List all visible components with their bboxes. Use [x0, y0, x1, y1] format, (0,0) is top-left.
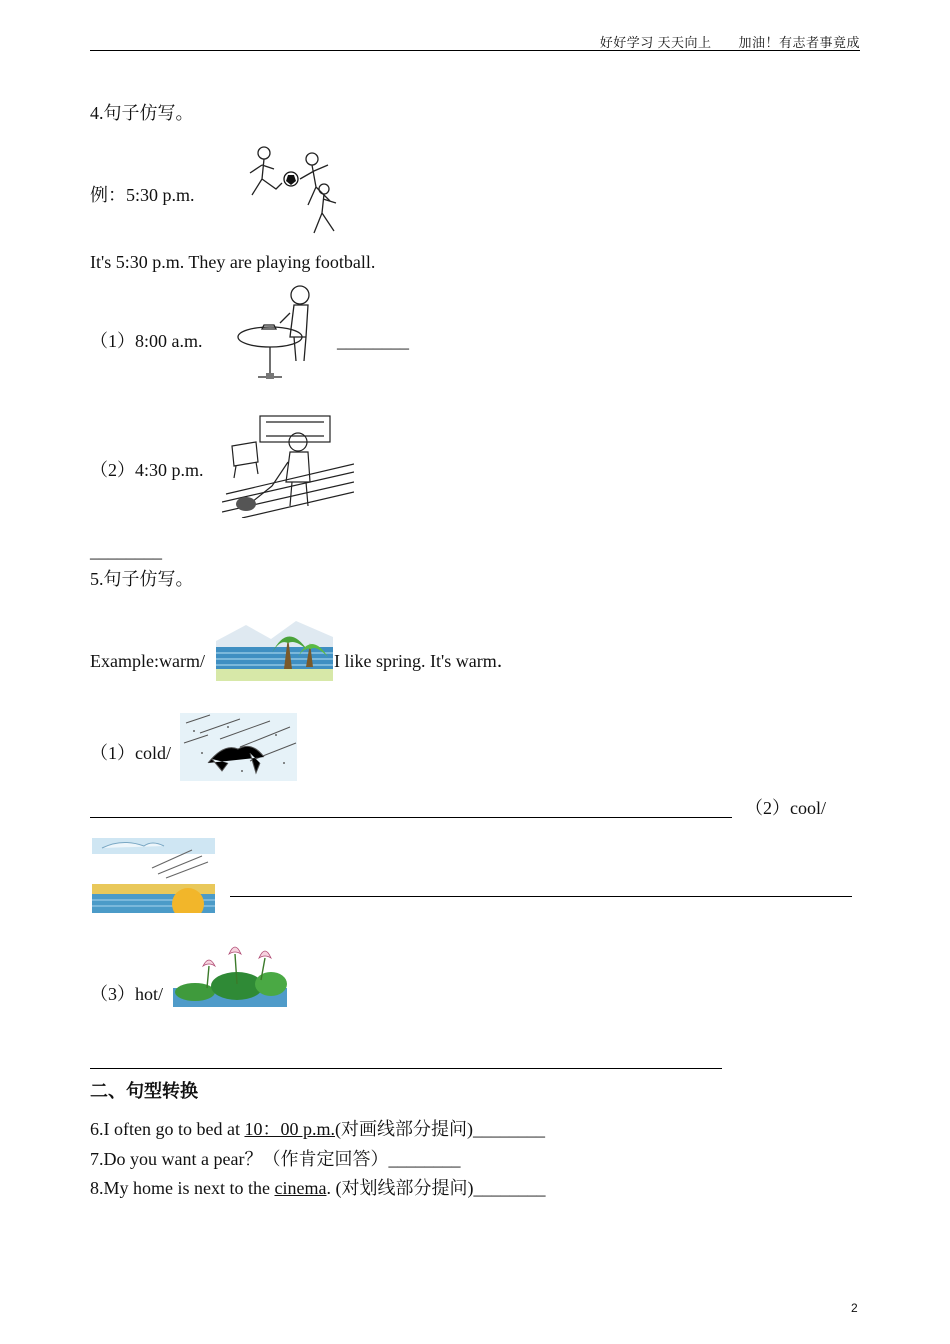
q8-prefix: 8.My home is next to the: [90, 1178, 275, 1198]
q8-suffix[interactable]: . (对划线部分提问)________: [326, 1178, 546, 1198]
q6-suffix[interactable]: (对画线部分提问)________: [334, 1119, 545, 1139]
q4-example-sentence: It's 5:30 p.m. They are playing football.: [90, 252, 376, 272]
q6-prefix: 6.I often go to bed at: [90, 1119, 245, 1139]
boy-at-table-picture: [232, 277, 322, 385]
page-number: 2: [851, 1301, 858, 1315]
q4-item2-blank[interactable]: ________: [90, 541, 162, 561]
summer-lotus-picture: [173, 940, 287, 1007]
q8: [90, 1177, 545, 1199]
q5-item3: （3）hot/: [90, 984, 164, 1004]
spring-willow-picture: [216, 613, 333, 681]
q5-title: 5.句子仿写。: [90, 569, 194, 589]
q7[interactable]: 7.Do you want a pear？（作肯定回答）________: [90, 1149, 461, 1169]
q4-item1: （1）8:00 a.m.: [90, 331, 203, 351]
football-players-picture: [236, 143, 348, 238]
q4-item1-blank[interactable]: ________: [337, 331, 409, 351]
q5-item1-answer-line[interactable]: [90, 817, 732, 818]
autumn-wind-picture: [92, 838, 215, 913]
q5-example-prefix: Example:warm/: [90, 651, 205, 671]
q5-item1: （1）cold/: [90, 743, 171, 763]
q4-title: 4.句子仿写。: [90, 103, 194, 123]
q4-example-label: 例：5:30 p.m.: [90, 185, 195, 205]
winter-snow-picture: [180, 713, 297, 781]
section2-title: 二、句型转换: [90, 1081, 198, 1101]
page-header: [90, 30, 860, 51]
q4-item2: （2）4:30 p.m.: [90, 460, 204, 480]
q5-item2: （2）cool/: [745, 798, 826, 818]
q5-item3-answer-line[interactable]: [90, 1068, 722, 1069]
q8-underlined: cinema: [274, 1178, 327, 1198]
q5-item2-answer-line[interactable]: [230, 896, 852, 897]
q5-example-sentence: I like spring. It's warm．: [334, 651, 515, 671]
q6: [90, 1118, 545, 1140]
header-motto: 好好学习 天天向上 加油！有志者事竟成: [599, 35, 860, 50]
q6-underlined: 10：00 p.m.: [244, 1119, 335, 1139]
girl-cleaning-picture: [222, 412, 354, 518]
